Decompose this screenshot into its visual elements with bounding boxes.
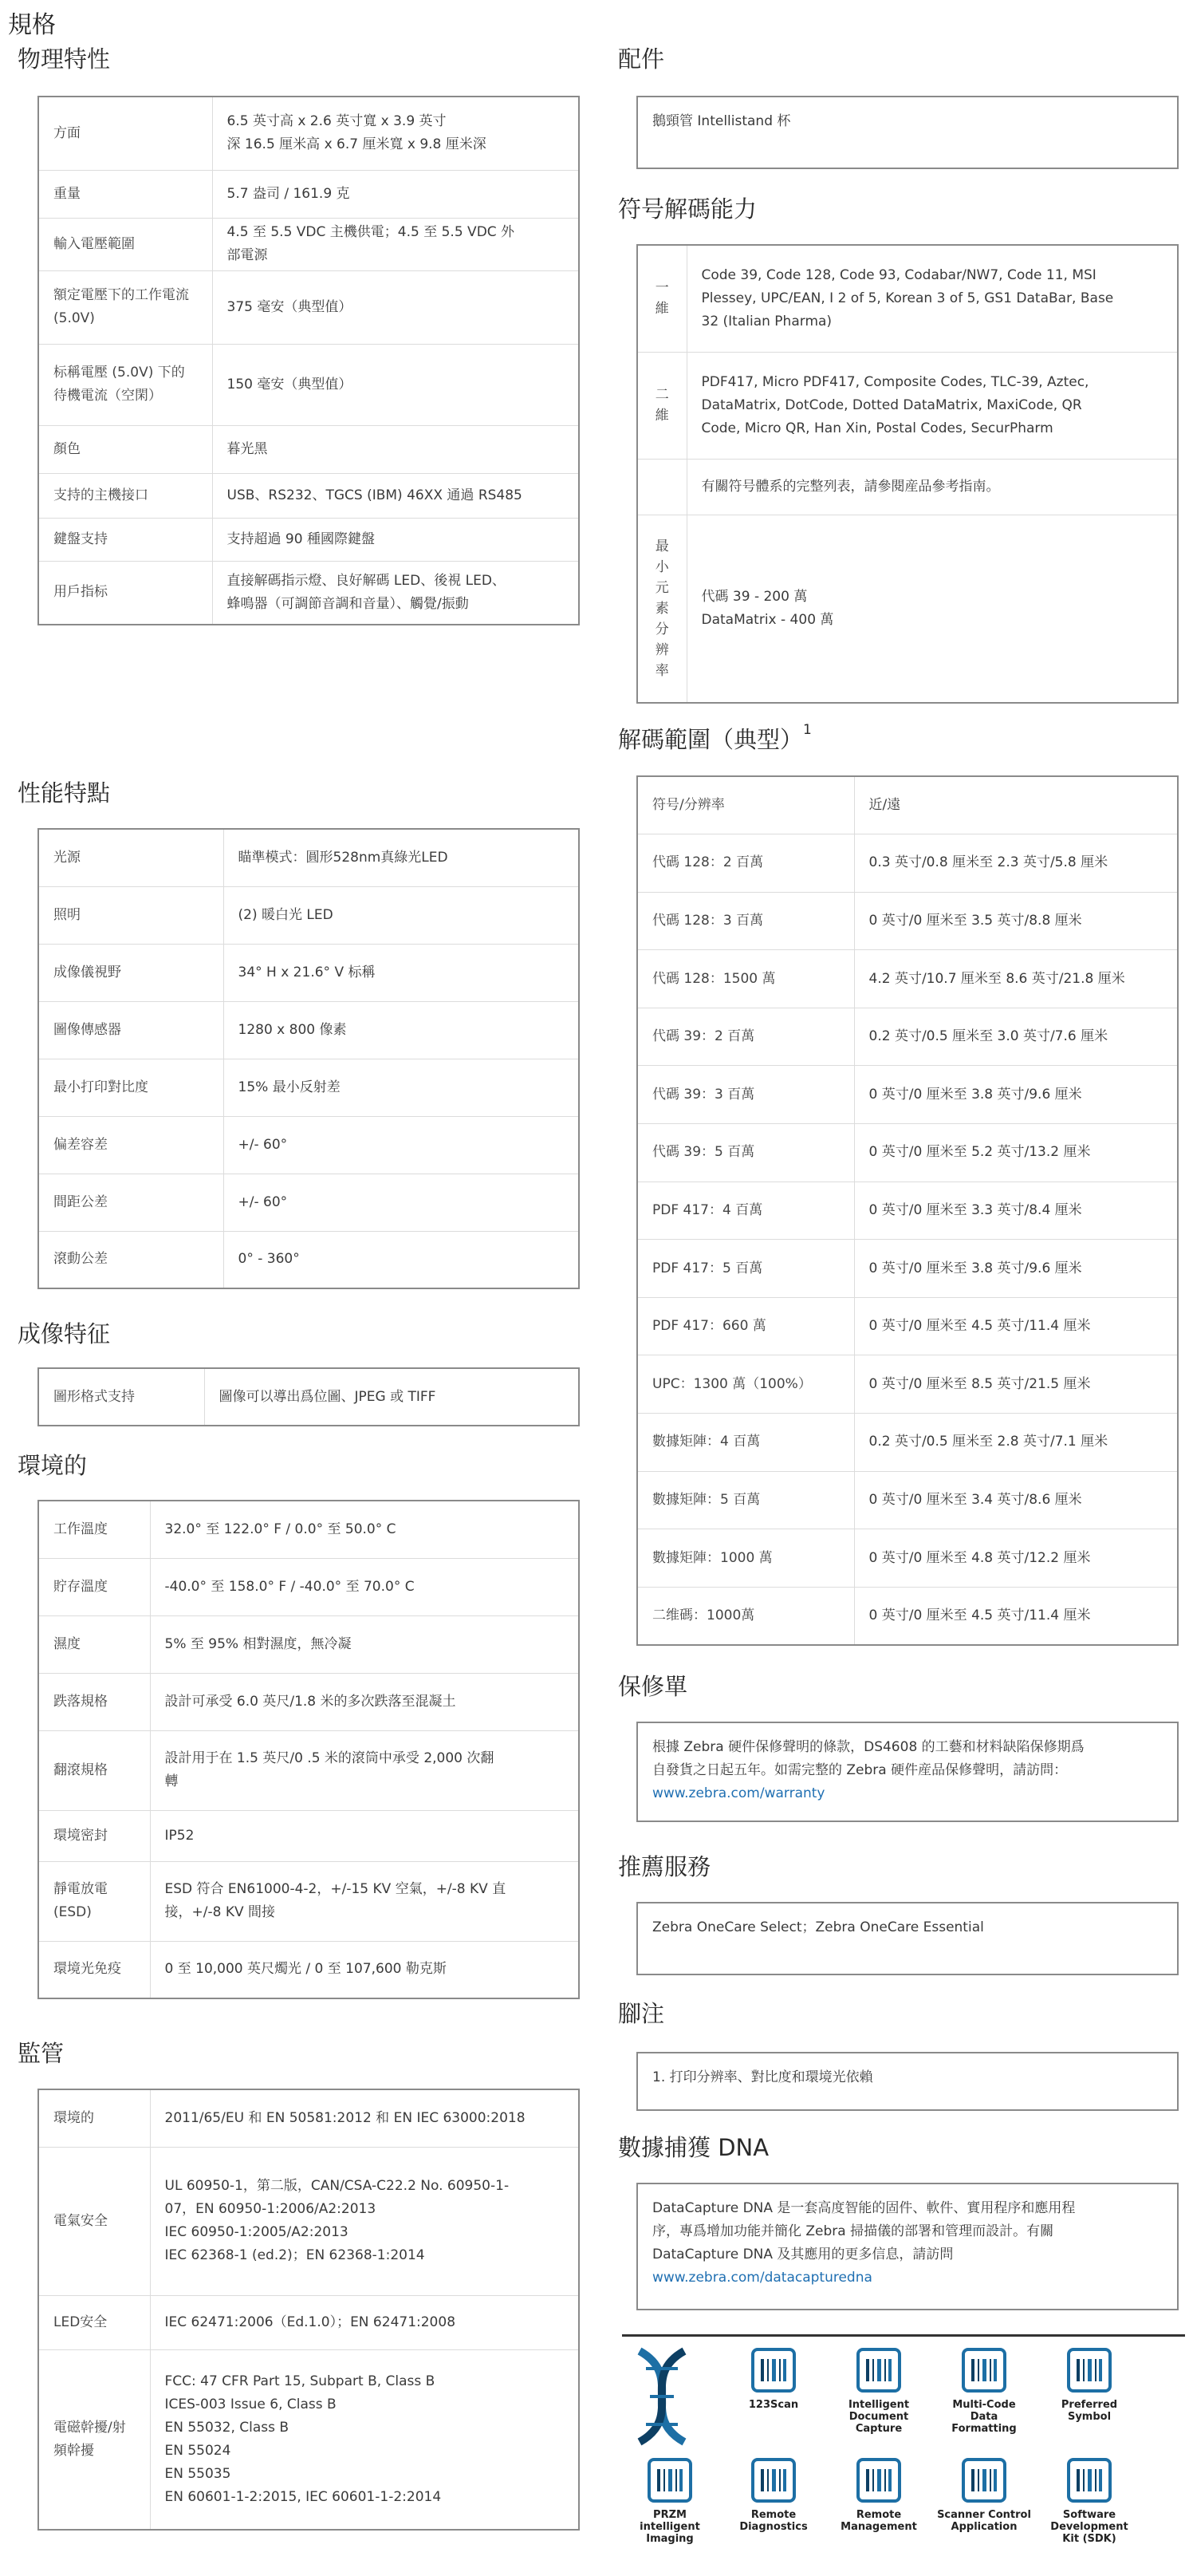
accessories-box [636,96,1179,169]
environment-value-line: -40.0° 至 158.0° F / -40.0° 至 70.0° C [164,1578,415,1595]
decode-range-key: 數據矩陣：4 百萬 [637,1414,854,1472]
environment-key: 跌落規格 [38,1673,150,1730]
decode-range-value: 0 英寸/0 厘米至 4.5 英寸/11.4 厘米 [854,1587,1178,1645]
dna-item-caption [1041,2509,1137,2545]
symbologies-value-line: 代碼 39 - 200 萬 [701,588,808,605]
environment-value-line: 0 至 10,000 英尺燭光 / 0 至 107,600 勒克斯 [164,1961,447,1978]
environment-value [150,1558,579,1615]
dna-item-caption-line: Management [841,2521,917,2533]
decode-range-row [637,1529,1178,1588]
physical-title: 物理特性 [18,45,111,73]
physical-value [212,170,579,218]
regulatory-value-line: EN 55032, Class B [164,2419,289,2436]
physical-row [38,218,579,270]
multi-barcode-icon [959,2345,1010,2396]
physical-value [212,425,579,473]
decode-range-key: 代碼 128：1500 萬 [637,950,854,1008]
symbologies-row [637,352,1178,459]
physical-value-line: 直接解碼指示燈、良好解碼 LED、後視 LED、 [226,572,506,589]
decode-range-header-value: 近/遠 [868,797,901,814]
dna-item [1041,2345,1137,2423]
environment-row [38,1730,579,1810]
environment-value [150,1730,579,1810]
page-title: 規格 [8,11,56,39]
regulatory-value-line: IEC 60950-1:2005/A2:2013 [164,2224,348,2240]
regulatory-key: 電氣安全 [38,2147,150,2295]
performance-value [223,1174,579,1231]
dna-helix-logo-icon [630,2345,694,2448]
symbologies-value [687,515,1178,703]
physical-row [38,518,579,561]
decode-range-header-key: 符号/分辨率 [637,776,854,834]
environment-key: 靜電放電 (ESD) [38,1861,150,1941]
performance-value-line: 0° - 360° [238,1251,300,1268]
dna-item-caption-line: Preferred [1061,2399,1118,2411]
symbologies-key [637,352,687,459]
environment-value-line: ESD 符合 EN61000-4-2，+/-15 KV 空氣，+/-8 KV 直 [164,1881,506,1897]
environment-value-line: 設計用于在 1.5 英尺/0 .5 米的滾筒中承受 2,000 次翻 [164,1750,494,1766]
symbologies-value [687,459,1178,515]
decode-range-row [637,1471,1178,1529]
footnotes-title: 腳注 [618,2000,665,2027]
regulatory-row [38,2147,579,2295]
phone-scanner-icon [959,2455,1010,2506]
decode-range-row [637,1297,1178,1355]
performance-row [38,886,579,944]
regulatory-row [38,2089,579,2147]
dna-item-caption-line: Diagnostics [739,2521,808,2533]
magnifier-icon [748,2455,799,2506]
physical-row [38,473,579,518]
environment-key: 工作溫度 [38,1501,150,1558]
decode-range-key: 代碼 39：3 百萬 [637,1066,854,1124]
symbologies-value-line: 32 (Italian Pharma) [701,313,833,329]
environment-value-line: 5% 至 95% 相對濕度，無冷凝 [164,1635,352,1652]
dna-item-caption-line: Remote [856,2509,902,2521]
environment-row [38,1673,579,1730]
physical-key: 支持的主機接口 [38,473,212,518]
physical-row [38,270,579,344]
decode-range-title [618,722,812,755]
environment-row [38,1861,579,1941]
warranty-text [652,1736,1163,1782]
performance-key: 間距公差 [38,1174,223,1231]
physical-value [212,97,579,170]
dna-item-caption-line: Intelligent [848,2399,910,2411]
decode-range-key: UPC：1300 萬（100%） [637,1355,854,1414]
performance-key: 成像儀視野 [38,944,223,1001]
decode-range-value: 0.2 英寸/0.5 厘米至 3.0 英寸/7.6 厘米 [854,1008,1178,1066]
performance-key: 圖像傳感器 [38,1001,223,1059]
physical-value-line: 部電源 [226,247,268,263]
physical-key: 輸入電壓範圍 [38,218,212,270]
performance-value-line: 瞄準模式：圓形528nm真綠光LED [238,849,448,866]
decode-range-key: PDF 417：660 萬 [637,1297,854,1355]
physical-value [212,561,579,625]
regulatory-row [38,2349,579,2530]
performance-value [223,1001,579,1059]
gear-globe-icon [853,2455,904,2506]
dna-item-caption-line: Development [1050,2521,1128,2533]
decode-range-value: 0 英寸/0 厘米至 3.5 英寸/8.8 厘米 [854,892,1178,950]
dna-item [936,2455,1032,2533]
imaging-table [37,1367,580,1426]
environment-title: 環境的 [18,1452,88,1479]
decode-range-value: 0 英寸/0 厘米至 3.8 英寸/9.6 厘米 [854,1240,1178,1298]
decode-range-row [637,1240,1178,1298]
performance-value [223,1059,579,1116]
dna-item-caption-line: Capture [855,2423,903,2435]
dna-item-caption-line: Imaging [646,2533,694,2545]
environment-value [150,1861,579,1941]
symbologies-row [637,245,1178,352]
decode-range-value: 0 英寸/0 厘米至 4.5 英寸/11.4 厘米 [854,1297,1178,1355]
performance-key: 偏差容差 [38,1116,223,1174]
dna-item-caption [726,2509,821,2533]
decode-range-key: 數據矩陣：1000 萬 [637,1529,854,1588]
regulatory-value-line: 2011/65/EU 和 EN 50581:2012 和 EN IEC 63000:2018 [164,2109,526,2126]
dna-item-caption [726,2399,821,2411]
regulatory-row [38,2295,579,2349]
dna-item-caption-line: Formatting [951,2423,1017,2435]
accessories-title: 配件 [618,45,665,73]
regulatory-title: 監管 [18,2040,65,2067]
environment-row [38,1615,579,1673]
services-title: 推薦服務 [618,1853,711,1880]
decode-range-title-text: 解碼範圍（典型） [618,726,804,753]
physical-value-line: 150 毫安（典型值） [226,376,352,393]
dna-item-caption-line: Kit (SDK) [1062,2533,1116,2545]
dna-item-caption [1041,2399,1137,2423]
symbologies-key-text: 一維 [655,280,669,318]
dna-item-caption-line: Multi-Code [952,2399,1016,2411]
decode-range-key: 代碼 128：2 百萬 [637,834,854,893]
dna-item [831,2455,927,2533]
physical-value-line: 6.5 英寸高 x 2.6 英寸寬 x 3.9 英寸 [226,113,447,130]
symbologies-key [637,245,687,352]
dna-item-caption-line: Scanner Control [937,2509,1031,2521]
environment-key: 翻滾規格 [38,1730,150,1810]
dna-text [652,2197,1163,2266]
decode-range-row [637,1124,1178,1182]
environment-value-line: 32.0° 至 122.0° F / 0.0° 至 50.0° C [164,1521,396,1537]
decode-range-key: 代碼 128：3 百萬 [637,892,854,950]
regulatory-value [150,2295,579,2349]
regulatory-value-line: IEC 62368-1 (ed.2)；EN 62368-1:2014 [164,2247,425,2263]
performance-key: 光源 [38,829,223,886]
environment-row [38,1941,579,1998]
regulatory-key: 電磁幹擾/射頻幹擾 [38,2349,150,2530]
dna-item-caption [831,2509,927,2533]
performance-value [223,886,579,944]
physical-table [37,96,580,625]
decode-range-row [637,1066,1178,1124]
dna-item-caption [936,2509,1032,2533]
warranty-line: 自發貨之日起五年。如需完整的 Zebra 硬件産品保修聲明，請訪問： [652,1762,1068,1778]
decode-range-value: 0 英寸/0 厘米至 8.5 英寸/21.5 厘米 [854,1355,1178,1414]
dna-box [636,2183,1179,2310]
physical-key: 方面 [38,97,212,170]
decode-range-row [637,1414,1178,1472]
decode-range-row [637,834,1178,893]
physical-key: 額定電壓下的工作電流 (5.0V) [38,270,212,344]
performance-value-line: +/- 60° [238,1193,288,1210]
barcode-123-icon [748,2345,799,2396]
physical-value-line: 支持超過 90 種國際鍵盤 [226,531,375,547]
symbologies-key [637,459,687,515]
symbologies-row [637,515,1178,703]
performance-row [38,1116,579,1174]
symbologies-key [637,515,687,703]
physical-value-line: 375 毫安（典型值） [226,298,352,315]
regulatory-value-line: IEC 62471:2006（Ed.1.0）；EN 62471:2008 [164,2314,456,2330]
decode-range-value: 0 英寸/0 厘米至 3.4 英寸/8.6 厘米 [854,1471,1178,1529]
decode-range-key: 代碼 39：5 百萬 [637,1124,854,1182]
symbologies-key-text: 最小元素分辨率 [655,538,669,679]
symbologies-value-line: DataMatrix, DotCode, Dotted DataMatrix, MaxiCode, QR [701,396,1082,413]
symbologies-value-line: Code 39, Code 128, Code 93, Codabar/NW7, Code 11, MSI [701,266,1096,283]
performance-key: 滾動公差 [38,1231,223,1288]
physical-value [212,518,579,561]
performance-row [38,829,579,886]
dna-item-caption-line: Document [848,2411,909,2423]
dna-item [1041,2455,1137,2545]
dna-item-caption-line: Software [1062,2509,1116,2521]
dna-item [936,2345,1032,2435]
physical-row [38,425,579,473]
environment-key: 環境密封 [38,1810,150,1861]
decode-range-value: 0 英寸/0 厘米至 5.2 英寸/13.2 厘米 [854,1124,1178,1182]
symbologies-title: 符号解碼能力 [618,195,758,223]
dna-line: 序，專爲增加功能并簡化 Zebra 掃描儀的部署和管理而設計。有關 [652,2223,1054,2239]
dna-title: 數據捕獲 DNA [618,2134,770,2161]
dna-line: DataCapture DNA 及其應用的更多信息，請訪問 [652,2247,954,2262]
regulatory-value-line: ICES-003 Issue 6, Class B [164,2396,337,2412]
environment-value [150,1501,579,1558]
physical-row [38,170,579,218]
performance-table [37,828,580,1289]
physical-key: 重量 [38,170,212,218]
dna-item-caption [936,2399,1032,2435]
regulatory-key: LED安全 [38,2295,150,2349]
regulatory-value-line: FCC: 47 CFR Part 15, Subpart B, Class B [164,2373,435,2389]
regulatory-value-line: 07，EN 60950-1:2006/A2:2013 [164,2201,376,2217]
physical-value-line: 暮光黑 [226,440,268,457]
decode-range-key: 數據矩陣：5 百萬 [637,1471,854,1529]
environment-table [37,1500,580,1999]
dna-item-caption-line: Data [970,2411,998,2423]
environment-value-line: 轉 [164,1773,179,1789]
decode-range-key: PDF 417：4 百萬 [637,1181,854,1240]
regulatory-value [150,2089,579,2147]
environment-value [150,1941,579,1998]
symbologies-value-line: Plessey, UPC/EAN, I 2 of 5, Korean 3 of 5, GS1 DataBar, Base [701,290,1114,306]
performance-value-line: +/- 60° [238,1136,288,1153]
footnote-mark: 1 [803,722,812,739]
performance-row [38,944,579,1001]
regulatory-value-line: EN 60601-1-2:2015, IEC 60601-1-2:2014 [164,2488,442,2505]
imaging-key: 圖形格式支持 [38,1368,204,1426]
dna-item-caption-line: PRZM [653,2509,687,2521]
symbologies-key-text: 二維 [655,387,669,424]
decode-range-row [637,1181,1178,1240]
warranty-title: 保修單 [618,1673,688,1700]
dna-item [726,2345,821,2411]
imaging-title: 成像特征 [18,1320,111,1347]
decode-range-row [637,1355,1178,1414]
prism-icon [644,2455,695,2506]
decode-range-value: 0 英寸/0 厘米至 3.8 英寸/9.6 厘米 [854,1066,1178,1124]
accessories-text: 鵝頸管 Intellistand 杯 [652,113,791,129]
symbologies-table [636,244,1179,704]
symbologies-value [687,245,1178,352]
physical-row [38,344,579,425]
performance-value-line: 34° H x 21.6° V 标稱 [238,964,376,980]
decode-range-row [637,1008,1178,1066]
services-box [636,1902,1179,1975]
performance-key: 照明 [38,886,223,944]
decode-range-value: 0 英寸/0 厘米至 3.3 英寸/8.4 厘米 [854,1181,1178,1240]
dna-item [622,2455,718,2545]
physical-value-line: 深 16.5 厘米高 x 6.7 厘米寬 x 9.8 厘米深 [226,136,486,153]
symbologies-value-line: Code, Micro QR, Han Xin, Postal Codes, SecurPharm [701,420,1053,436]
dna-item-caption-line: 123Scan [748,2399,799,2411]
physical-value [212,344,579,425]
performance-value [223,944,579,1001]
dna-item-caption-line: Remote [750,2509,797,2521]
physical-value-line: 4.5 至 5.5 VDC 主機供電；4.5 至 5.5 VDC 外 [226,224,515,240]
dna-item [726,2455,821,2533]
environment-value-line: 設計可承受 6.0 英尺/1.8 米的多次跌落至混凝土 [164,1693,456,1710]
environment-row [38,1501,579,1558]
warranty-box [636,1722,1179,1822]
dna-item-caption-line: Symbol [1067,2411,1112,2423]
decode-range-key: PDF 417：5 百萬 [637,1240,854,1298]
environment-key: 濕度 [38,1615,150,1673]
decode-range-table [636,775,1179,1646]
symbologies-row [637,459,1178,515]
environment-value-line: 接，+/-8 KV 間接 [164,1904,276,1920]
regulatory-value [150,2147,579,2295]
services-text: Zebra OneCare Select；Zebra OneCare Essential [652,1919,984,1935]
decode-range-value: 0.3 英寸/0.8 厘米至 2.3 英寸/5.8 厘米 [854,834,1178,893]
document-camera-icon [853,2345,904,2396]
regulatory-value-line: EN 55035 [164,2465,231,2482]
performance-value [223,829,579,886]
performance-row [38,1174,579,1231]
environment-value [150,1615,579,1673]
symbologies-value [687,352,1178,459]
performance-value-line: (2) 暖白光 LED [238,906,333,923]
decode-range-row [637,950,1178,1008]
performance-value [223,1116,579,1174]
dna-item-caption-line: intelligent [640,2521,700,2533]
dna-link[interactable]: www.zebra.com/datacapturedna [652,2270,872,2286]
warranty-line: 根據 Zebra 硬件保修聲明的條款，DS4608 的工藝和材料缺陷保修期爲 [652,1739,1085,1755]
dna-item-caption [622,2509,718,2545]
performance-row [38,1001,579,1059]
physical-key: 用戶指标 [38,561,212,625]
imaging-row [38,1368,579,1426]
dna-item-caption [831,2399,927,2435]
physical-key: 标稱電壓 (5.0V) 下的待機電流（空閑） [38,344,212,425]
decode-range-key: 二维碼：1000萬 [637,1587,854,1645]
warranty-link[interactable]: www.zebra.com/warranty [652,1785,825,1801]
environment-key: 貯存溫度 [38,1558,150,1615]
physical-row [38,561,579,625]
physical-value-line: USB、RS232、TGCS (IBM) 46XX 通過 RS485 [226,487,522,503]
regulatory-value [150,2349,579,2530]
dna-item-caption-line: Application [951,2521,1018,2533]
physical-value [212,270,579,344]
symbologies-value-line: DataMatrix - 400 萬 [701,611,834,628]
dna-icon-bar [622,2334,1185,2576]
regulatory-value-line: UL 60950-1，第二版，CAN/CSA-C22.2 No. 60950-1- [164,2178,510,2194]
physical-key: 鍵盤支持 [38,518,212,561]
physical-value-line: 蜂鳴器（可調節音調和音量）、觸覺/振動 [226,595,469,612]
decode-range-value: 0 英寸/0 厘米至 4.8 英寸/12.2 厘米 [854,1529,1178,1588]
performance-row [38,1231,579,1288]
imaging-value-line: 圖像可以導出爲位圖、JPEG 或 TIFF [219,1388,436,1405]
decode-range-row [637,892,1178,950]
environment-row [38,1810,579,1861]
performance-value [223,1231,579,1288]
environment-row [38,1558,579,1615]
performance-row [38,1059,579,1116]
symbologies-value-line: PDF417, Micro PDF417, Composite Codes, TLC-39, Aztec, [701,373,1089,390]
symbologies-value-line: 有關符号體系的完整列表，請參閱産品參考指南。 [701,478,1000,495]
regulatory-value-line: EN 55024 [164,2442,231,2459]
sdk-gear-icon [1064,2455,1115,2506]
environment-value [150,1810,579,1861]
decode-range-key: 代碼 39：2 百萬 [637,1008,854,1066]
footnotes-box [636,2052,1179,2111]
performance-value-line: 15% 最小反射差 [238,1079,341,1095]
physical-value [212,473,579,518]
decode-range-row [637,1587,1178,1645]
decode-range-value: 4.2 英寸/10.7 厘米至 8.6 英寸/21.8 厘米 [854,950,1178,1008]
decode-range-value: 0.2 英寸/0.5 厘米至 2.8 英寸/7.1 厘米 [854,1414,1178,1472]
regulatory-key: 環境的 [38,2089,150,2147]
performance-key: 最小打印對比度 [38,1059,223,1116]
performance-value-line: 1280 x 800 像素 [238,1021,347,1038]
physical-value-line: 5.7 盎司 / 161.9 克 [226,185,350,202]
decode-range-header-row [637,776,1178,834]
imaging-value [204,1368,579,1426]
environment-value-line: IP52 [164,1827,195,1844]
dna-item [831,2345,927,2435]
environment-value [150,1673,579,1730]
footnotes-text: 1. 打印分辨率、對比度和環境光依賴 [652,2069,873,2085]
physical-row [38,97,579,170]
dna-line: DataCapture DNA 是一套高度智能的固件、軟件、實用程序和應用程 [652,2200,1076,2216]
regulatory-table [37,2089,580,2531]
physical-value [212,218,579,270]
preferred-symbol-icon [1064,2345,1115,2396]
environment-key: 環境光免疫 [38,1941,150,1998]
performance-title: 性能特點 [18,779,111,807]
physical-key: 顏色 [38,425,212,473]
